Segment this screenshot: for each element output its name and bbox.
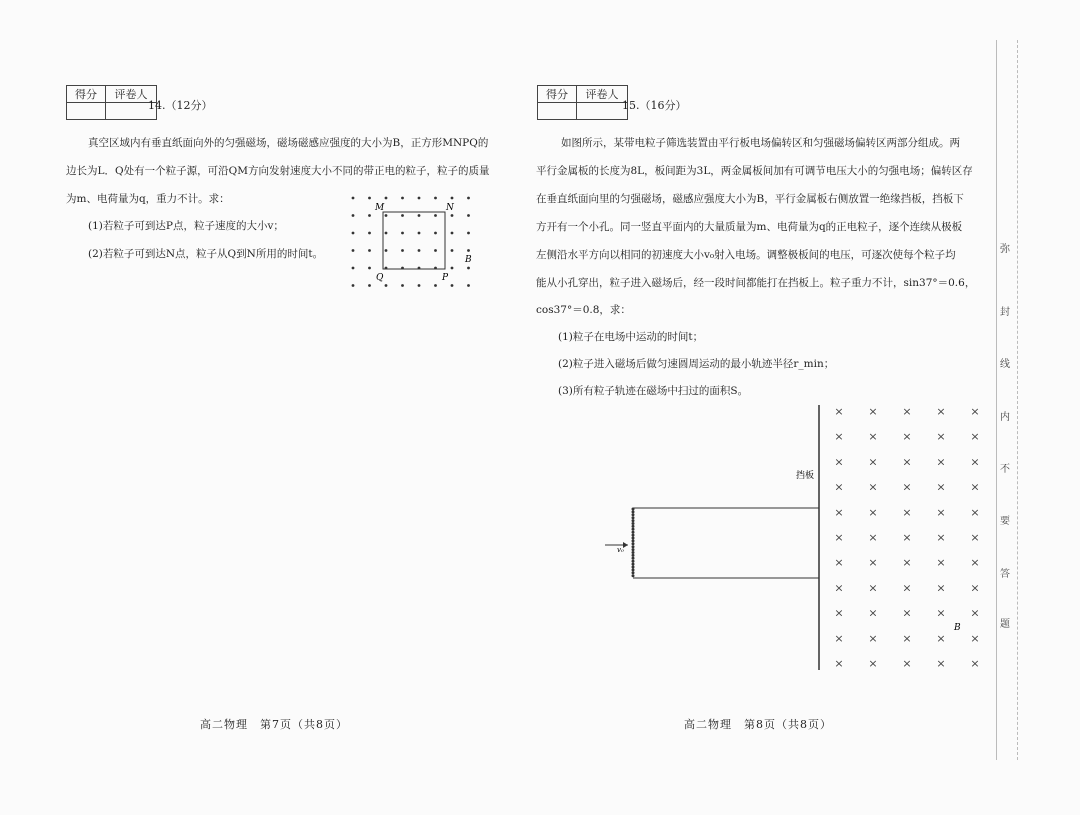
- field-cross: ×: [868, 556, 878, 570]
- binding-margin-char: 弥: [1000, 244, 1010, 255]
- field-dot: [451, 249, 454, 252]
- field-cross: ×: [902, 531, 912, 544]
- q14-line-1: 真空区域内有垂直纸面向外的匀强磁场，磁场磁感应强度的大小为B，正方形MNPQ的: [88, 137, 489, 149]
- field-cross: ×: [970, 455, 980, 469]
- field-cross: ×: [902, 631, 912, 645]
- source-dot: [632, 542, 635, 545]
- field-dot: [434, 214, 437, 217]
- field-dot: [467, 284, 470, 287]
- q15-line-3: 在垂直纸面向里的匀强磁场，磁感应强度大小为B，平行金属板右侧放置一绝缘挡板，挡板下: [536, 193, 964, 205]
- q15-sub-1: (1)粒子在电场中运动的时间t；: [558, 331, 704, 343]
- field-dot: [467, 267, 470, 270]
- source-dot: [632, 568, 635, 571]
- field-dot: [368, 267, 371, 270]
- binding-margin-char: 答: [1000, 569, 1010, 580]
- q14-sub-2: (2)若粒子可到达N点，粒子从Q到N所用的时间t。: [88, 248, 324, 260]
- field-dot: [368, 214, 371, 217]
- field-dot: [451, 197, 454, 200]
- source-dot: [632, 548, 635, 551]
- binding-margin-char: 封: [1000, 307, 1010, 318]
- q15-line-1: 如图所示，某带电粒子筛选装置由平行板电场偏转区和匀强磁场偏转区两部分组成。两: [561, 137, 960, 149]
- source-dot: [632, 534, 635, 537]
- source-dot: [632, 557, 635, 560]
- square-mnpq: [383, 212, 445, 269]
- field-dot: [467, 232, 470, 235]
- field-cross: ×: [936, 606, 946, 620]
- q15-figure: [600, 400, 980, 675]
- binding-margin-char: 内: [1000, 412, 1010, 423]
- q15-line-7: cos37°＝0.8，求：: [536, 304, 631, 316]
- field-cross: ×: [902, 556, 912, 570]
- binding-margin: [996, 40, 1018, 760]
- field-dot: [352, 214, 355, 217]
- field-cross: ×: [868, 430, 878, 444]
- q15-sub-3: (3)所有粒子轨迹在磁场中扫过的面积S。: [558, 385, 749, 397]
- field-cross: ×: [902, 480, 912, 494]
- field-dot: [418, 284, 421, 287]
- q14-line-2: 边长为L．Q处有一个粒子源，可沿QM方向发射速度大小不同的带正电的粒子，粒子的质量: [66, 165, 490, 177]
- field-cross: ×: [970, 405, 980, 418]
- field-dot: [352, 249, 355, 252]
- field-dot: [385, 249, 388, 252]
- field-cross: ×: [970, 631, 980, 645]
- label-p: P: [442, 273, 449, 283]
- field-cross: ×: [902, 657, 912, 670]
- source-dot: [632, 574, 635, 577]
- q15-line-2: 平行金属板的长度为8L，板间距为3L，两金属板间加有可调节电压大小的匀强电场；偏转区存: [536, 165, 973, 177]
- q14-line-3: 为m、电荷量为q，重力不计。求：: [66, 193, 230, 205]
- binding-margin-char: 不: [1000, 464, 1010, 475]
- field-dot: [451, 232, 454, 235]
- field-dot: [352, 197, 355, 200]
- source-dot: [632, 531, 635, 534]
- field-cross: ×: [970, 480, 980, 494]
- field-dot: [368, 284, 371, 287]
- left-page: [0, 0, 520, 815]
- field-dot: [451, 214, 454, 217]
- field-cross: ×: [936, 531, 946, 544]
- field-dot: [352, 232, 355, 235]
- field-dot: [434, 284, 437, 287]
- field-dot: [352, 284, 355, 287]
- binding-margin-char: 线: [1000, 359, 1010, 370]
- label-n: N: [446, 203, 454, 213]
- field-dot: [368, 232, 371, 235]
- field-cross: ×: [970, 657, 980, 670]
- field-dot: [418, 232, 421, 235]
- field-cross: ×: [902, 455, 912, 469]
- label-q: Q: [376, 273, 384, 283]
- label-b: B: [465, 255, 472, 265]
- field-dot: [434, 197, 437, 200]
- field-cross: ×: [936, 657, 946, 670]
- field-dot: [401, 197, 404, 200]
- score-header: 得分: [67, 86, 106, 103]
- field-dot: [451, 284, 454, 287]
- field-cross: ×: [834, 657, 844, 670]
- field-cross: ×: [902, 505, 912, 519]
- particle-source-dots: [632, 508, 635, 578]
- grader-header: 评卷人: [106, 86, 157, 103]
- source-dot: [632, 522, 635, 525]
- field-dot: [401, 284, 404, 287]
- field-cross: ×: [902, 430, 912, 444]
- field-cross: ×: [868, 581, 878, 595]
- field-cross: ×: [936, 556, 946, 570]
- source-dot: [632, 510, 635, 513]
- source-dot: [632, 537, 635, 540]
- field-cross: ×: [936, 480, 946, 494]
- field-dot: [418, 197, 421, 200]
- binding-margin-char: 题: [1000, 619, 1010, 630]
- field-cross: ×: [834, 631, 844, 645]
- score-cell[interactable]: [67, 103, 106, 120]
- source-dot: [632, 519, 635, 522]
- page-8-footer: 高二物理 第8页（共8页）: [684, 718, 832, 731]
- field-dot: [401, 232, 404, 235]
- source-dot: [632, 560, 635, 563]
- field-cross: ×: [834, 480, 844, 494]
- field-cross: ×: [970, 556, 980, 570]
- field-dot: [467, 214, 470, 217]
- label-b: B: [954, 623, 961, 633]
- source-dot: [632, 554, 635, 557]
- field-cross: ×: [834, 430, 844, 444]
- field-cross: ×: [868, 455, 878, 469]
- label-v0: v₀: [617, 546, 624, 554]
- field-dot: [385, 232, 388, 235]
- source-dot: [632, 545, 635, 548]
- binding-margin-char: 要: [1000, 516, 1010, 527]
- field-cross: ×: [936, 430, 946, 444]
- score-table-14: [66, 85, 157, 120]
- question-14-number: 14.（12分）: [148, 99, 213, 112]
- field-cross: ×: [834, 581, 844, 595]
- field-dot: [368, 197, 371, 200]
- source-dot: [632, 513, 635, 516]
- field-cross: ×: [970, 430, 980, 444]
- field-cross: ×: [868, 531, 878, 544]
- field-dot: [418, 249, 421, 252]
- field-dot: [418, 214, 421, 217]
- field-cross: ×: [902, 405, 912, 418]
- question-15-number: 15.（16分）: [622, 99, 687, 112]
- field-dot: [451, 267, 454, 270]
- field-cross: ×: [970, 606, 980, 620]
- label-m: M: [375, 203, 385, 213]
- q15-line-5: 左侧沿水平方向以相同的初速度大小v₀射入电场。调整极板间的电压，可逐次使每个粒子均: [536, 249, 956, 261]
- field-dot: [385, 284, 388, 287]
- field-cross: ×: [936, 405, 946, 418]
- field-cross: ×: [834, 531, 844, 544]
- field-cross: ×: [936, 631, 946, 645]
- field-cross: ×: [868, 405, 878, 418]
- field-cross: ×: [868, 631, 878, 645]
- field-cross: ×: [834, 505, 844, 519]
- field-dot: [401, 214, 404, 217]
- baffle-label: 挡板: [796, 471, 815, 481]
- field-dot: [434, 232, 437, 235]
- q15-sub-2: (2)粒子进入磁场后做匀速圆周运动的最小轨迹半径r_min；: [558, 358, 835, 370]
- source-dot: [632, 563, 635, 566]
- source-dot: [632, 571, 635, 574]
- field-dot: [352, 267, 355, 270]
- field-cross: ×: [936, 581, 946, 595]
- field-dot: [401, 249, 404, 252]
- field-cross: ×: [902, 581, 912, 595]
- page-7-footer: 高二物理 第7页（共8页）: [200, 718, 348, 731]
- score-table-15: [537, 85, 628, 120]
- field-cross: ×: [970, 505, 980, 519]
- field-cross: ×: [868, 505, 878, 519]
- q15-line-6: 能从小孔穿出，粒子进入磁场后，经一段时间都能打在挡板上。粒子重力不计，sin37°＝0.6，: [536, 277, 976, 289]
- q15-line-4: 方开有一个小孔。同一竖直平面内的大量质量为m、电荷量为q的正电粒子，逐个连续从极板: [536, 221, 963, 233]
- field-cross: ×: [970, 531, 980, 544]
- source-dot: [632, 525, 635, 528]
- field-dot: [467, 197, 470, 200]
- q14-sub-1: (1)若粒子可到达P点，粒子速度的大小v；: [88, 220, 284, 232]
- source-dot: [632, 539, 635, 542]
- score-header: 得分: [538, 86, 577, 103]
- source-dot: [632, 516, 635, 519]
- field-cross: ×: [868, 606, 878, 620]
- right-page: [520, 0, 995, 815]
- field-dot: [467, 249, 470, 252]
- field-cross: ×: [868, 657, 878, 670]
- field-dot: [368, 249, 371, 252]
- field-dot: [385, 214, 388, 217]
- field-cross: ×: [834, 606, 844, 620]
- source-dot: [632, 508, 635, 511]
- field-cross: ×: [868, 480, 878, 494]
- grader-cell[interactable]: [577, 103, 628, 120]
- field-cross: ×: [936, 505, 946, 519]
- source-dot: [632, 551, 635, 554]
- field-cross: ×: [970, 581, 980, 595]
- score-cell[interactable]: [538, 103, 577, 120]
- field-dot: [434, 249, 437, 252]
- field-cross: ×: [834, 556, 844, 570]
- grader-header: 评卷人: [577, 86, 628, 103]
- field-cross: ×: [936, 455, 946, 469]
- field-cross: ×: [902, 606, 912, 620]
- field-cross: ×: [834, 455, 844, 469]
- field-cross: ×: [834, 405, 844, 418]
- source-dot: [632, 566, 635, 569]
- q14-figure: [345, 190, 480, 295]
- source-dot: [632, 528, 635, 531]
- field-dot: [385, 197, 388, 200]
